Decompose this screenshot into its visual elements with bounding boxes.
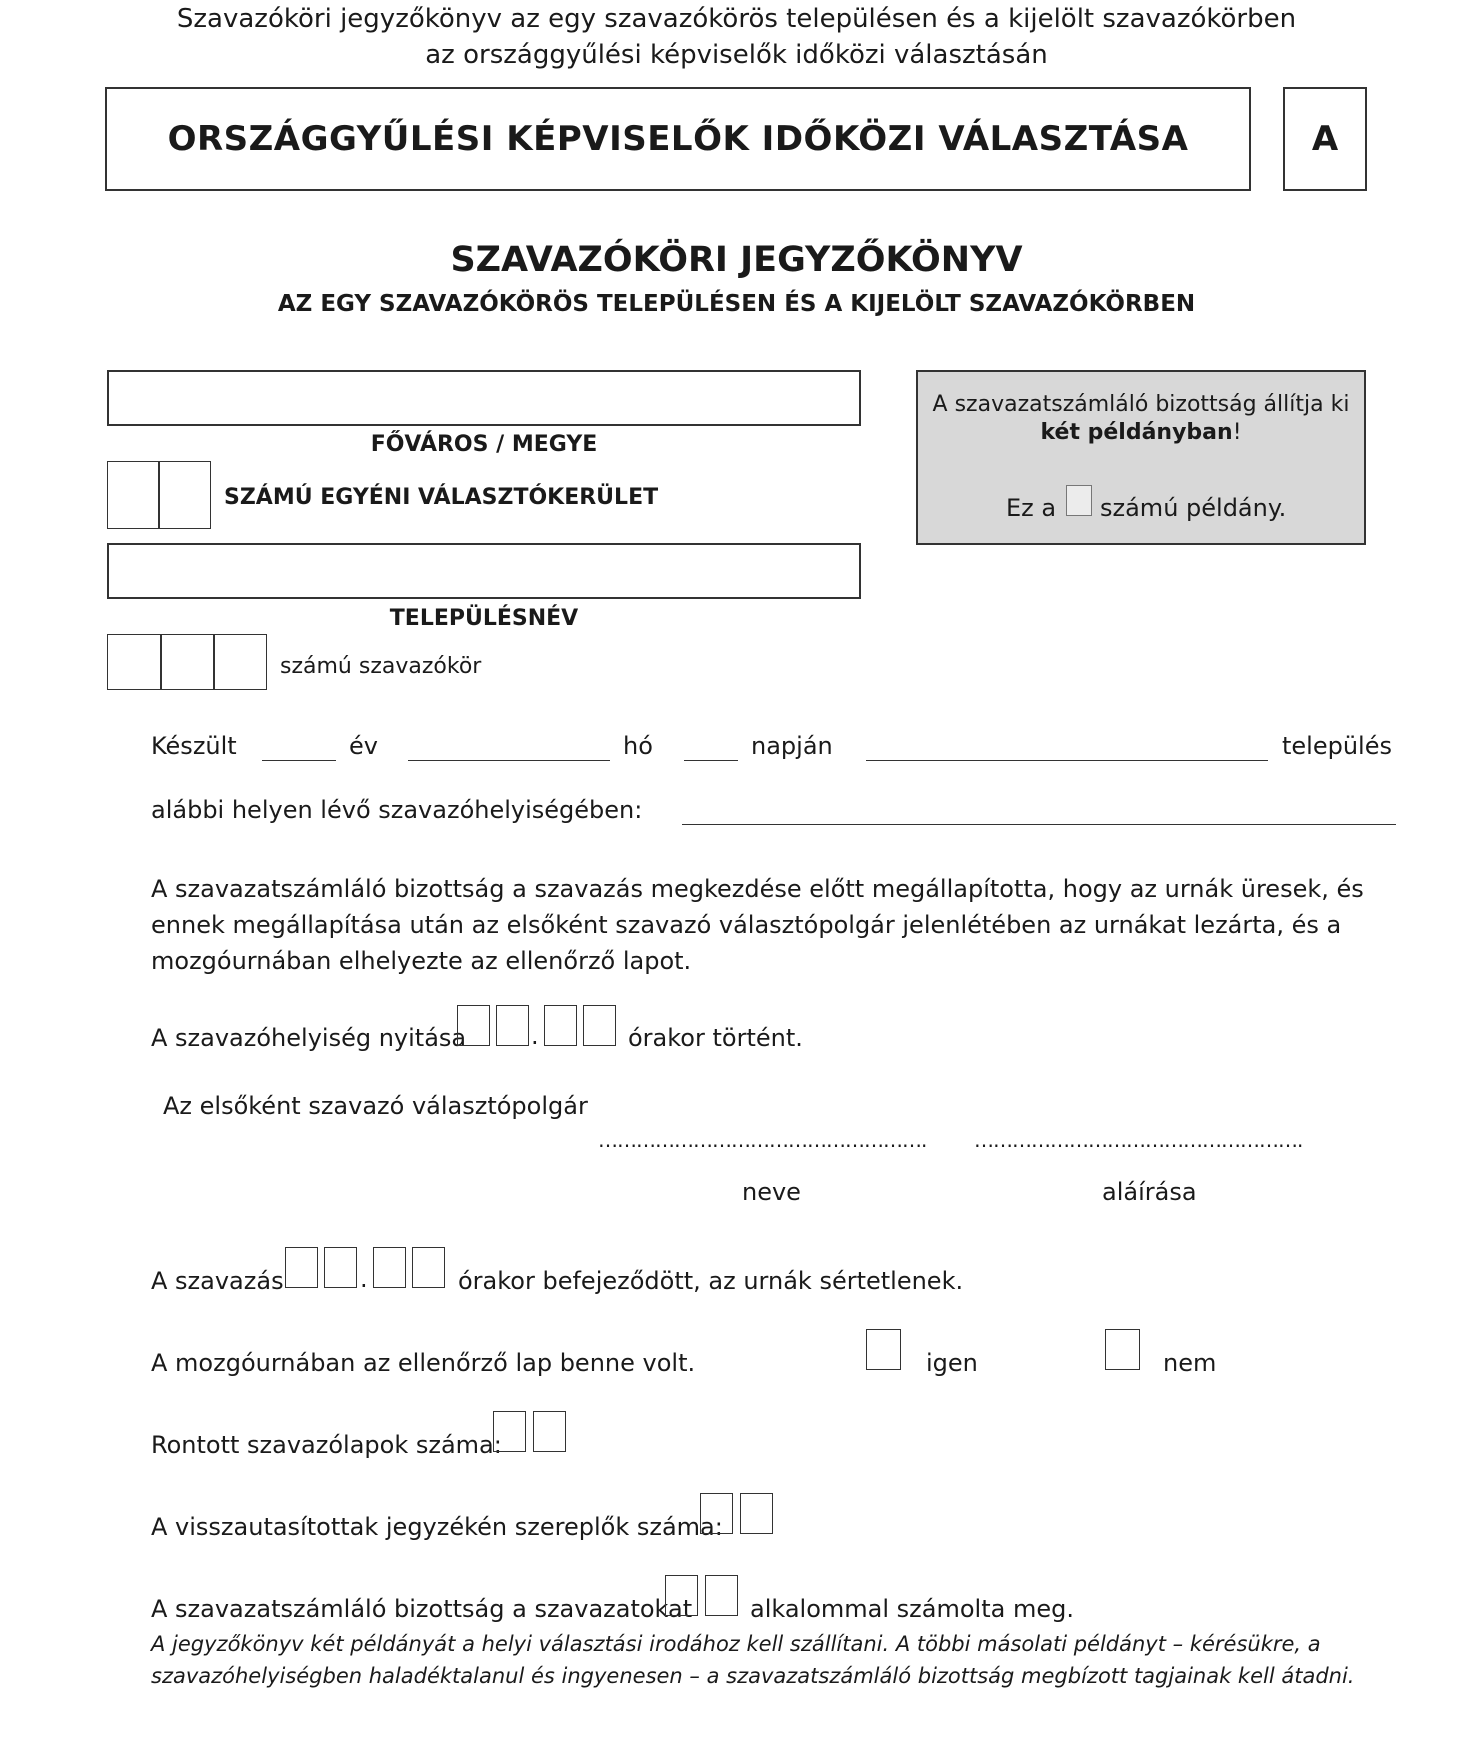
keszult-label: Készült (151, 732, 237, 760)
precinct-digit-3[interactable] (214, 634, 267, 690)
closing-suffix: órakor befejeződött, az urnák sértetlenek. (458, 1267, 964, 1295)
copy-post: számú példány. (1100, 494, 1287, 522)
first-voter-name-dots[interactable]: ……………………………………………. (598, 1128, 927, 1152)
counted-digit-1[interactable] (665, 1575, 698, 1616)
opening-suffix: órakor történt. (628, 1024, 803, 1052)
spoiled-digit-2[interactable] (533, 1411, 566, 1452)
rejected-digit-1[interactable] (700, 1493, 733, 1534)
banner-title: ORSZÁGGYŰLÉSI KÉPVISELŐK IDŐKÖZI VÁLASZTÁSA (167, 119, 1189, 159)
county-input[interactable] (107, 370, 861, 426)
notice-box (916, 370, 1366, 545)
mobile-urn-yes-label: igen (926, 1349, 978, 1377)
closing-minute-digit-1[interactable] (373, 1247, 406, 1288)
precinct-digit-2[interactable] (161, 634, 214, 690)
closing-label: A szavazás (151, 1267, 284, 1295)
header-line-1: Szavazóköri jegyzőkönyv az egy szavazókörös településen és a kijelölt szavazókörben (176, 4, 1297, 34)
paragraph-line-2: ennek megállapítása után az elsőként szavazó választópolgár jelenlétében az urnákat lezárta, és a (151, 911, 1342, 939)
settlement-blank[interactable] (866, 760, 1268, 761)
first-voter-signature-dots[interactable]: ……………………………………………. (974, 1128, 1303, 1152)
mobile-urn-label: A mozgóurnában az ellenőrző lap benne volt. (151, 1349, 696, 1377)
notice-line-2-end: ! (1232, 420, 1242, 445)
county-label: FŐVÁROS / MEGYE (370, 432, 598, 457)
footnote-line-1: A jegyzőkönyv két példányát a helyi választási irodához kell szállítani. A többi másolati példányt – kérésükre, a (151, 1632, 1321, 1656)
header-line-2: az országgyűlési képviselők időközi választásán (425, 40, 1048, 70)
banner-letter-box (1283, 87, 1367, 191)
spoiled-ballots-label: Rontott szavazólapok száma: (151, 1431, 502, 1459)
ho-label: hó (623, 732, 653, 760)
closing-hour-digit-2[interactable] (324, 1247, 357, 1288)
paragraph-line-3: mozgóurnában elhelyezte az ellenőrző lapot. (151, 947, 692, 975)
closing-minute-digit-2[interactable] (412, 1247, 445, 1288)
spoiled-digit-1[interactable] (493, 1411, 526, 1452)
first-voter-signature-label: aláírása (1102, 1178, 1197, 1206)
opening-hour-digit-1[interactable] (457, 1005, 490, 1046)
opening-minute-digit-2[interactable] (583, 1005, 616, 1046)
copy-number-cell[interactable] (1066, 485, 1092, 516)
closing-hour-digit-1[interactable] (285, 1247, 318, 1288)
first-voter-label: Az elsőként szavazó választópolgár (163, 1092, 588, 1120)
mobile-urn-yes-checkbox[interactable] (866, 1329, 901, 1370)
mobile-urn-no-checkbox[interactable] (1105, 1329, 1140, 1370)
napjan-label: napján (751, 732, 833, 760)
month-blank[interactable] (408, 760, 610, 761)
first-voter-name-label: neve (742, 1178, 801, 1206)
mobile-urn-no-label: nem (1163, 1349, 1217, 1377)
doc-title: SZAVAZÓKÖRI JEGYZŐKÖNYV (450, 240, 1023, 280)
notice-bold-text: két példányban (1040, 420, 1233, 445)
banner-box (105, 87, 1251, 191)
opening-minute-digit-1[interactable] (544, 1005, 577, 1046)
day-blank[interactable] (684, 760, 738, 761)
precinct-label: számú szavazókör (280, 654, 482, 679)
footnote-line-2: szavazóhelyiségben haladéktalanul és ingyenesen – a szavazatszámláló bizottság megbízott tagjainak kell átadni. (151, 1664, 1355, 1688)
year-blank[interactable] (262, 760, 336, 761)
ev-label: év (349, 732, 378, 760)
counted-suffix: alkalommal számolta meg. (750, 1595, 1074, 1623)
copy-pre: Ez a (1006, 494, 1057, 522)
paragraph-line-1: A szavazatszámláló bizottság a szavazás megkezdése előtt megállapította, hogy az urnák üresek, és (151, 875, 1364, 903)
precinct-digit-1[interactable] (107, 634, 161, 690)
place-label: alábbi helyen lévő szavazóhelyiségében: (151, 796, 643, 824)
opening-label: A szavazóhelyiség nyitása (151, 1024, 467, 1052)
opening-dot: . (531, 1022, 539, 1050)
counted-label: A szavazatszámláló bizottság a szavazatokat (151, 1595, 693, 1623)
doc-subtitle: AZ EGY SZAVAZÓKÖRÖS TELEPÜLÉSEN ÉS A KIJELÖLT SZAVAZÓKÖRBEN (277, 291, 1196, 317)
notice-line-2 (918, 420, 1364, 445)
district-digit-2[interactable] (159, 461, 211, 529)
banner-letter: A (1311, 119, 1339, 159)
rejected-digit-2[interactable] (740, 1493, 773, 1534)
rejected-voters-label: A visszautasítottak jegyzékén szereplők száma: (151, 1513, 723, 1541)
counted-digit-2[interactable] (705, 1575, 738, 1616)
district-label: SZÁMÚ EGYÉNI VÁLASZTÓKERÜLET (224, 485, 659, 510)
opening-hour-digit-2[interactable] (496, 1005, 529, 1046)
telepules-label: település (1282, 732, 1392, 760)
notice-line-1: A szavazatszámláló bizottság állítja ki (932, 392, 1350, 417)
closing-dot: . (360, 1265, 368, 1293)
district-digit-1[interactable] (107, 461, 159, 529)
settlement-input[interactable] (107, 543, 861, 599)
settlement-label: TELEPÜLÉSNÉV (389, 606, 579, 631)
place-blank[interactable] (682, 824, 1396, 825)
